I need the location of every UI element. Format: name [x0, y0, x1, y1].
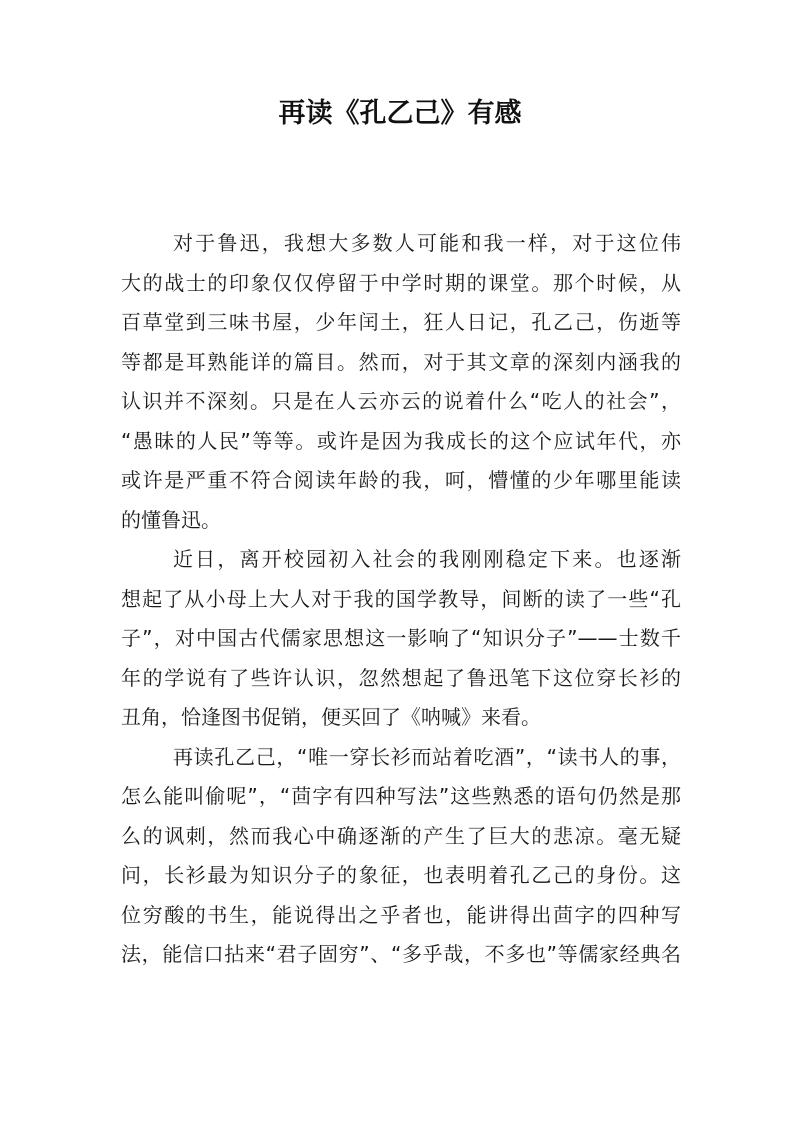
- paragraph-3: [121, 738, 681, 975]
- text-line: 丑角，恰逢图书促销，便买回了《呐喊》来看。: [121, 705, 541, 729]
- paragraph-2: [121, 540, 681, 738]
- document-body: [121, 224, 681, 975]
- text-line: 再读孔乙己，“唯一穿长衫而站着吃酒”，“读书人的事，: [173, 744, 681, 769]
- text-line: 认识并不深刻。只是在人云亦云的说着什么“吃人的社会”，: [121, 389, 681, 413]
- text-line: 对于鲁迅，我想大多数人可能和我一样，对于这位伟: [173, 231, 681, 255]
- text-line: 大的战士的印象仅仅停留于中学时期的课堂。那个时候，从: [121, 270, 681, 295]
- text-line: 想起了从小母上大人对于我的国学教导，间断的读了一些“孔: [121, 586, 681, 611]
- text-line: 怎么能叫偷呢”，“茴字有四种写法”这些熟悉的语句仍然是那: [121, 784, 681, 808]
- text-line: 近日，离开校园初入社会的我刚刚稳定下来。也逐渐: [173, 547, 681, 571]
- text-line: 问，长衫最为知识分子的象征，也表明着孔乙己的身份。这: [121, 863, 681, 887]
- text-line: 百草堂到三味书屋，少年闰土，狂人日记，孔乙己，伤逝等: [121, 310, 681, 334]
- text-line: 子”，对中国古代儒家思想这一影响了“知识分子”——士数千: [121, 626, 681, 650]
- paragraph-1: [121, 224, 681, 540]
- text-line: 位穷酸的书生，能说得出之乎者也，能讲得出茴字的四种写: [121, 902, 681, 927]
- text-line: “愚昧的人民”等等。或许是因为我成长的这个应试年代，亦: [121, 428, 681, 453]
- text-line: 年的学说有了些许认识，忽然想起了鲁迅笔下这位穿长衫的: [121, 665, 681, 690]
- text-line: 等都是耳熟能详的篇目。然而，对于其文章的深刻内涵我的: [121, 349, 681, 374]
- text-line: 么的讽刺，然而我心中确逐渐的产生了巨大的悲凉。毫无疑: [121, 823, 681, 848]
- document-title: 再读《孔乙己》有感: [278, 98, 522, 129]
- text-line: 或许是严重不符合阅读年龄的我，呵，懵懂的少年哪里能读: [121, 468, 681, 492]
- text-line: 法，能信口拈来“君子固穷”、“多乎哉，不多也”等儒家经典名: [121, 942, 681, 966]
- text-line: 的懂鲁迅。: [121, 507, 221, 532]
